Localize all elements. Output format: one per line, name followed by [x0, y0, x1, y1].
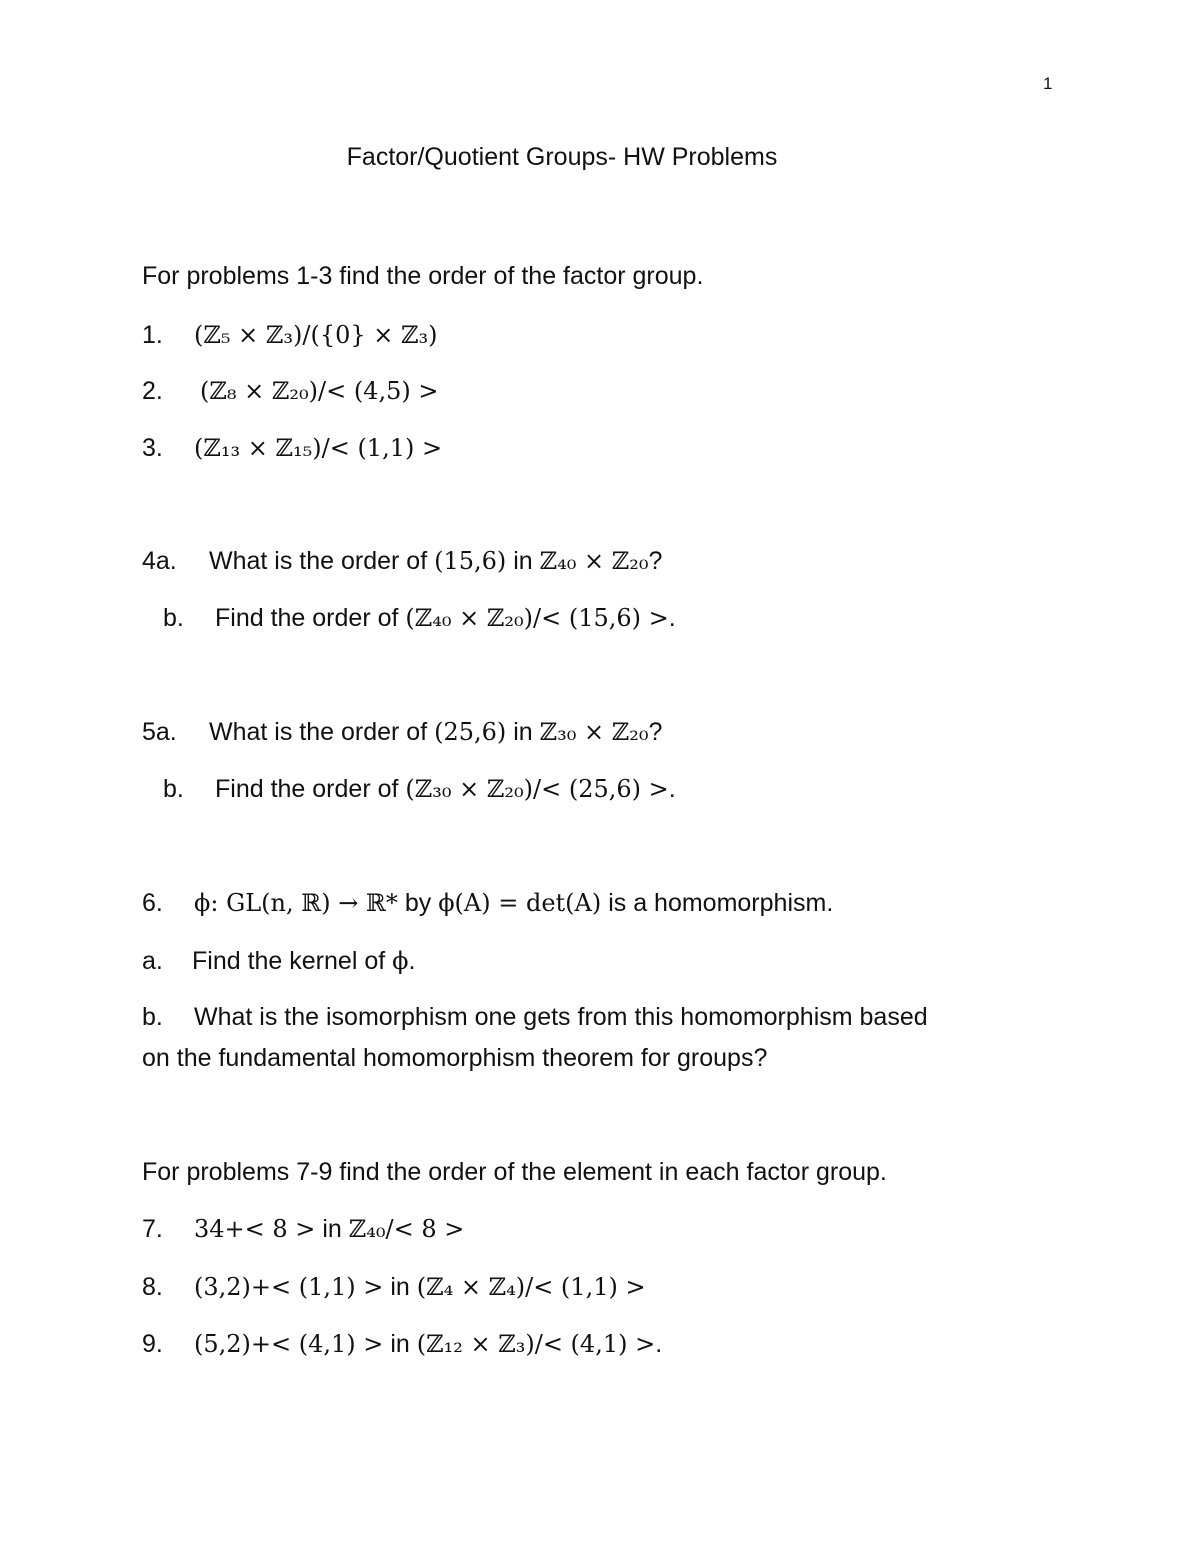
problem-label: 3. — [142, 434, 163, 462]
problem-label: 6. — [142, 889, 163, 917]
document-title: Factor/Quotient Groups- HW Problems — [346, 143, 778, 171]
problem-6b-continued: on the fundamental homomorphism theorem for groups? — [142, 1044, 768, 1072]
math-expression: ϕ(A) = det(A) — [438, 889, 602, 917]
problem-text: . — [655, 1330, 663, 1358]
instructions-7-9: For problems 7-9 find the order of the element in each factor group. — [142, 1158, 887, 1186]
problem-text: . — [668, 775, 676, 803]
problem-6a — [142, 944, 415, 978]
problem-1 — [142, 318, 438, 352]
problem-text: is a homomorphism. — [601, 889, 834, 917]
problem-text: . — [668, 604, 676, 632]
math-expression: 34+< 8 > — [194, 1215, 316, 1243]
math-expression: ϕ — [392, 947, 409, 975]
math-expression: (5,2)+< (4,1) > — [194, 1330, 384, 1358]
problem-4b — [163, 601, 676, 635]
problem-label: b. — [163, 775, 184, 803]
problem-text: ? — [648, 718, 663, 746]
math-expression: ϕ: GL(n, ℝ) → ℝ* — [194, 889, 398, 917]
problem-text: Find the order of — [215, 604, 406, 632]
math-expression: (ℤ₄ × ℤ₄)/< (1,1) > — [416, 1273, 646, 1301]
math-expression: (ℤ₅ × ℤ₃)/({0} × ℤ₃) — [194, 321, 438, 349]
problem-7 — [142, 1212, 464, 1246]
problem-text: in — [506, 718, 540, 746]
problem-text: What is the order of — [209, 547, 435, 575]
problem-label: 7. — [142, 1215, 163, 1243]
problem-text: in — [506, 547, 540, 575]
math-expression: (ℤ₃₀ × ℤ₂₀)/< (25,6) > — [405, 775, 669, 803]
problem-text: by — [397, 889, 439, 917]
problem-text: . — [408, 947, 416, 975]
math-expression: (15,6) — [434, 547, 507, 575]
math-expression: (ℤ₁₃ × ℤ₁₅)/< (1,1) > — [194, 434, 443, 462]
math-expression: (ℤ₄₀ × ℤ₂₀)/< (15,6) > — [405, 604, 669, 632]
problem-4a — [142, 544, 662, 578]
problem-label: 2. — [142, 377, 163, 405]
problem-8 — [142, 1270, 646, 1304]
problem-5a — [142, 715, 662, 749]
problem-label: 9. — [142, 1330, 163, 1358]
problem-label: 1. — [142, 321, 163, 349]
problem-label: 5a. — [142, 718, 177, 746]
math-expression: (ℤ₁₂ × ℤ₃)/< (4,1) > — [416, 1330, 656, 1358]
problem-text: Find the order of — [215, 775, 406, 803]
problem-text: in — [383, 1330, 417, 1358]
problem-6 — [142, 886, 833, 920]
math-expression: (ℤ₈ × ℤ₂₀)/< (4,5) > — [200, 377, 439, 405]
problem-9 — [142, 1327, 662, 1361]
problem-label: b. — [142, 1003, 163, 1031]
math-expression: ℤ₄₀/< 8 > — [348, 1215, 465, 1243]
problem-3 — [142, 431, 442, 465]
page-number: 1 — [1043, 74, 1053, 93]
problem-label: 8. — [142, 1273, 163, 1301]
problem-label: a. — [142, 947, 163, 975]
problem-label: b. — [163, 604, 184, 632]
instructions-1-3: For problems 1-3 find the order of the factor group. — [142, 262, 704, 290]
problem-label: 4a. — [142, 547, 177, 575]
math-expression: (3,2)+< (1,1) > — [194, 1273, 384, 1301]
problem-6b — [142, 1000, 928, 1034]
problem-text: What is the isomorphism one gets from this homomorphism based — [194, 1003, 928, 1031]
problem-text: in — [315, 1215, 349, 1243]
math-expression: ℤ₄₀ × ℤ₂₀ — [539, 547, 649, 575]
problem-text: in — [383, 1273, 417, 1301]
problem-5b — [163, 772, 676, 806]
math-expression: ℤ₃₀ × ℤ₂₀ — [539, 718, 649, 746]
problem-text: What is the order of — [209, 718, 435, 746]
math-expression: (25,6) — [434, 718, 507, 746]
problem-text: Find the kernel of — [192, 947, 393, 975]
problem-2 — [142, 374, 438, 408]
problem-text: ? — [648, 547, 663, 575]
